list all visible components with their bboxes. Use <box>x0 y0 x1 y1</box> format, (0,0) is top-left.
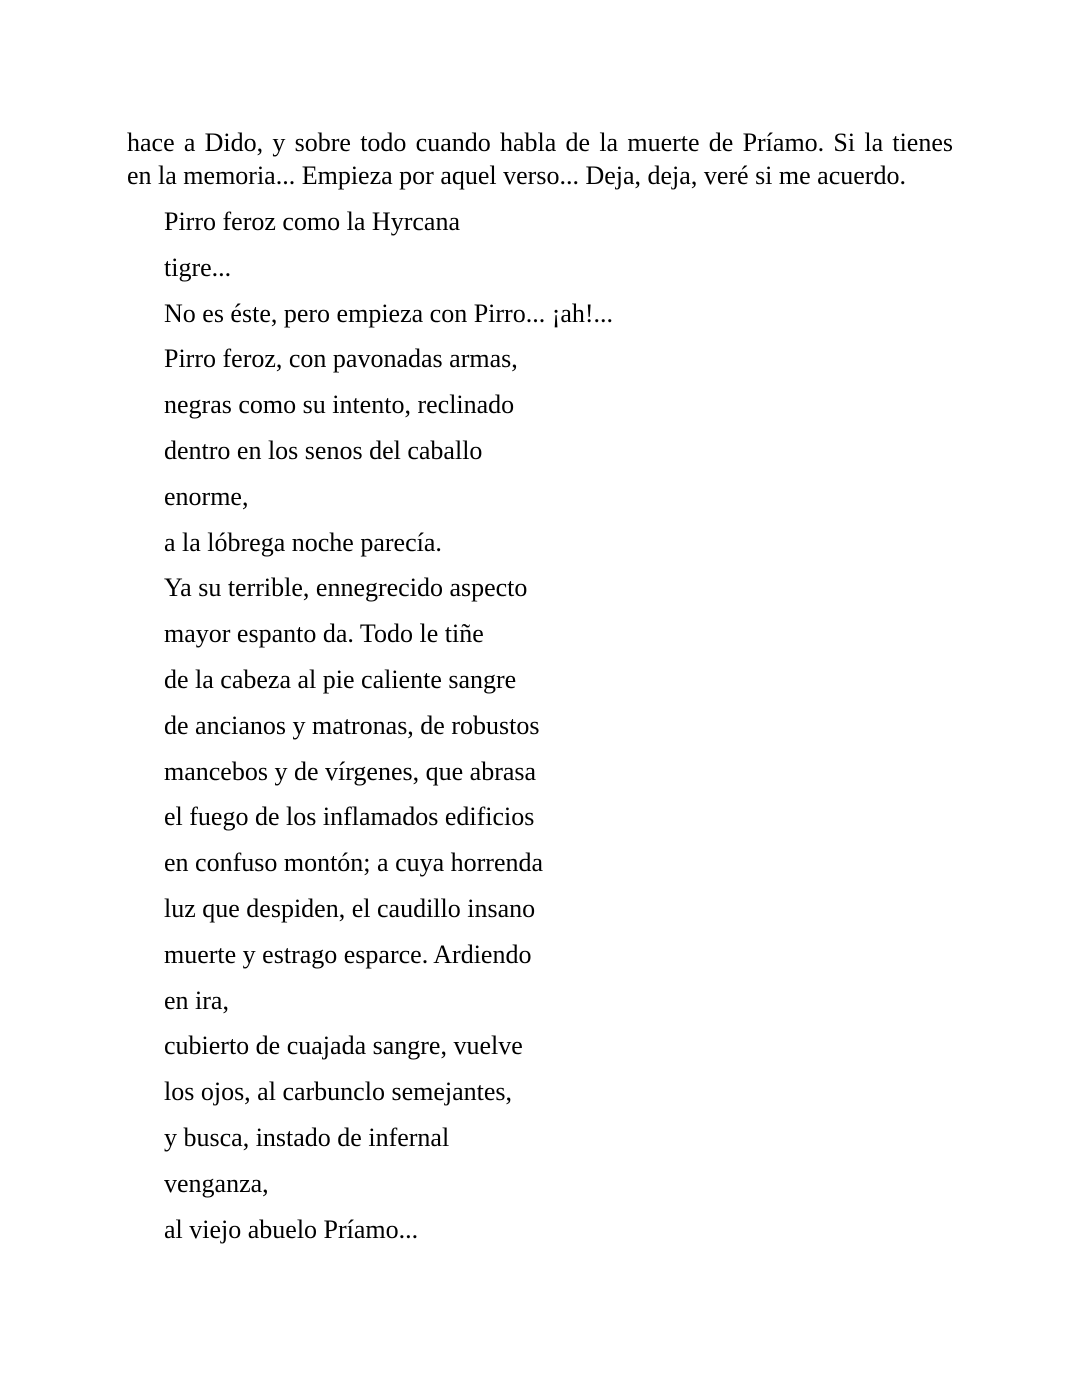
verse-line: de ancianos y matronas, de robustos <box>164 710 540 740</box>
verse-line: al viejo abuelo Príamo... <box>164 1214 419 1244</box>
verse-line: en ira, <box>164 985 229 1015</box>
verse-line: Pirro feroz como la Hyrcana <box>164 207 460 236</box>
verse-line: los ojos, al carbunclo semejantes, <box>164 1077 513 1107</box>
verse-line: Pirro feroz, con pavonadas armas, <box>164 344 518 374</box>
prose-line: en la memoria... Empieza por aquel verso... Deja, deja, veré si me acuerdo. <box>127 160 906 190</box>
verse-line: negras como su intento, reclinado <box>164 390 515 420</box>
verse-line: luz que despiden, el caudillo insano <box>164 893 536 923</box>
verse-line: el fuego de los inflamados edificios <box>164 802 535 832</box>
verse-line: No es éste, pero empieza con Pirro... ¡ah!... <box>164 298 614 328</box>
verse-line: mancebos y de vírgenes, que abrasa <box>164 756 537 786</box>
verse-line: tigre... <box>164 252 232 282</box>
verse-line: Ya su terrible, ennegrecido aspecto <box>164 573 528 603</box>
verse-line: mayor espanto da. Todo le tiñe <box>164 619 484 649</box>
verse-line: y busca, instado de infernal <box>164 1122 450 1152</box>
verse-line: venganza, <box>164 1168 269 1198</box>
prose-paragraph <box>127 127 953 192</box>
prose-line: hace a Dido, y sobre todo cuando habla de la muerte de Príamo. Si la tienes <box>127 128 953 157</box>
verse-line: enorme, <box>164 481 249 511</box>
verse-line: en confuso montón; a cuya horrenda <box>164 848 544 878</box>
verse-block <box>164 205 613 1258</box>
verse-line: muerte y estrago esparce. Ardiendo <box>164 939 532 969</box>
verse-line: cubierto de cuajada sangre, vuelve <box>164 1031 523 1061</box>
verse-line: de la cabeza al pie caliente sangre <box>164 664 517 694</box>
verse-line: a la lóbrega noche parecía. <box>164 527 442 557</box>
verse-line: dentro en los senos del caballo <box>164 435 483 465</box>
